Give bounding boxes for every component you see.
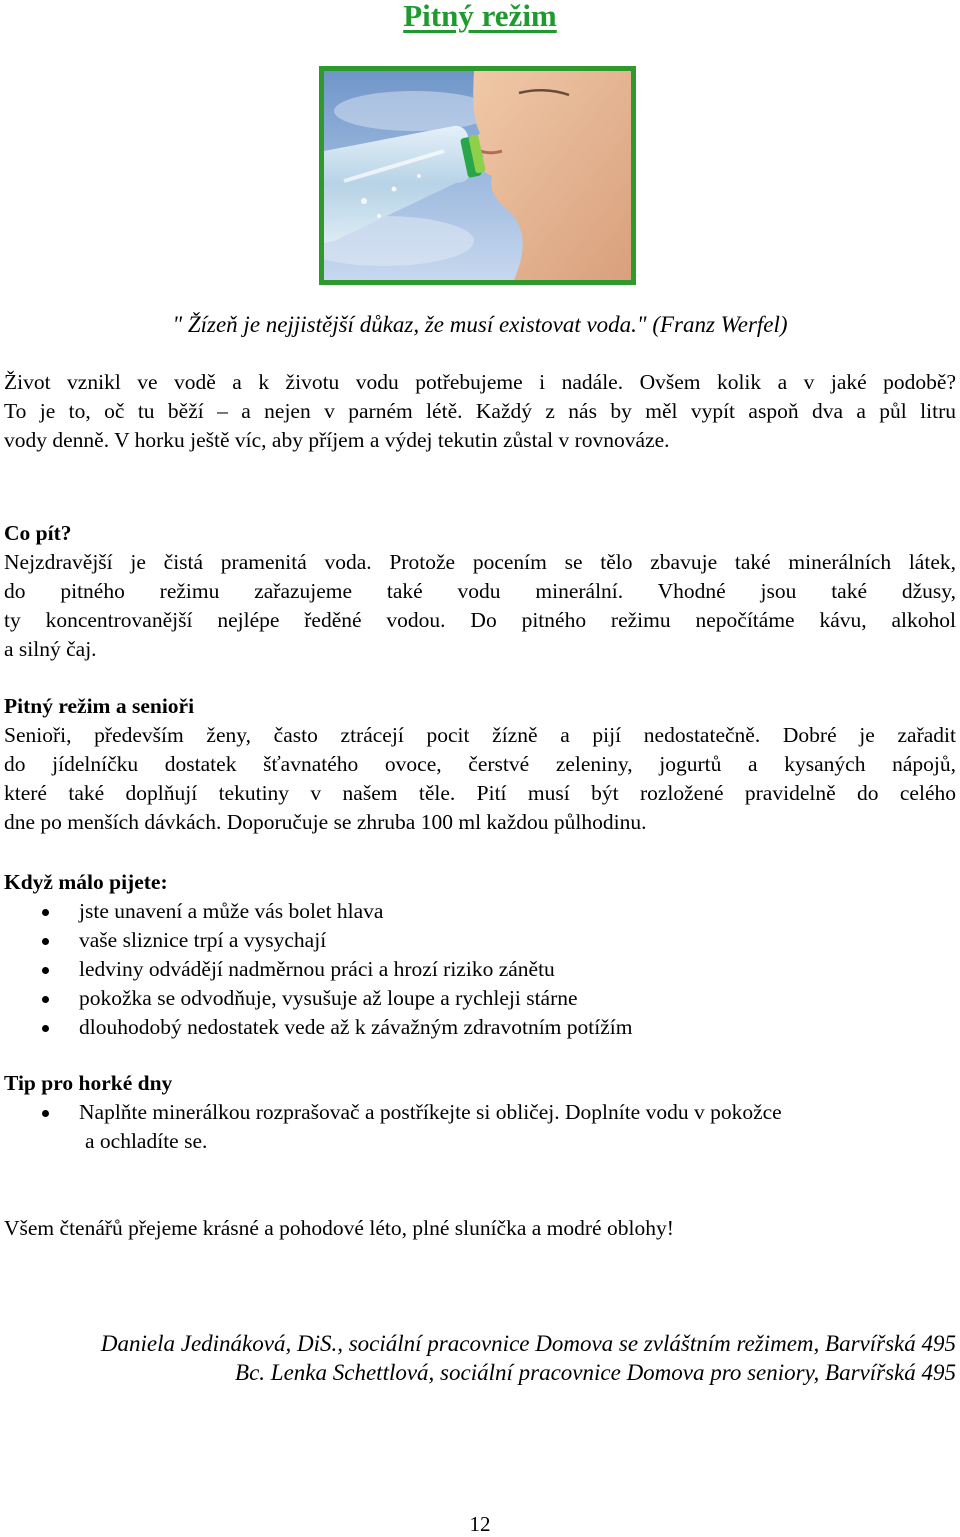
closing-text: Všem čtenářů přejeme krásné a pohodové léto, plné sluníčka a modré oblohy! (4, 1216, 674, 1240)
bullet-icon (42, 1110, 49, 1117)
intro-paragraph (4, 368, 956, 455)
list-item (4, 897, 956, 926)
section-heading: Tip pro horké dny (4, 1071, 173, 1095)
section-heading: Co pít? (4, 521, 72, 545)
section-malo-pijete (4, 868, 956, 1042)
intro-line: To je to, oč tu běží – a nejen v parném létě. Každý z nás by měl vypít aspoň dva a půl litru (4, 399, 956, 423)
list-item-text: vaše sliznice trpí a vysychají (79, 928, 327, 952)
woman-drinking-water-photo (319, 66, 636, 285)
paragraph-line: do jídelníčku dostatek šťavnatého ovoce, čerstvé zeleniny, jogurtů a kysaných nápojů, (4, 752, 956, 776)
section-heading: Pitný režim a senioři (4, 694, 195, 718)
paragraph-line: a silný čaj. (4, 637, 97, 661)
list-item (4, 1098, 956, 1156)
photo-illustration (324, 71, 631, 280)
signature-line: Daniela Jedináková, DiS., sociální pracovnice Domova se zvláštním režimem, Barvířská 495 (100, 1331, 956, 1356)
paragraph-line: Nejzdravější je čistá pramenitá voda. Protože pocením se tělo zbavuje také minerálních látek, (4, 550, 956, 574)
section-seniori (4, 692, 956, 837)
bullet-list (4, 1098, 956, 1156)
list-item-text: pokožka se odvodňuje, vysušuje až loupe a rychleji stárne (79, 986, 578, 1010)
bullet-icon (42, 938, 49, 945)
signatures (101, 1329, 956, 1387)
signature-line: Bc. Lenka Schettlová, sociální pracovnice Domova pro seniory, Barvířská 495 (235, 1360, 956, 1385)
list-item-text: jste unavení a může vás bolet hlava (79, 899, 384, 923)
bullet-icon (42, 996, 49, 1003)
list-item-text: dlouhodobý nedostatek vede až k závažným zdravotním potížím (79, 1015, 633, 1039)
list-item-text: a ochladíte se. (85, 1129, 208, 1153)
paragraph-line: do pitného režimu zařazujeme také vodu minerální. Vhodné jsou také džusy, (4, 579, 956, 603)
section-heading: Když málo pijete: (4, 870, 168, 894)
paragraph-line: dne po menších dávkách. Doporučuje se zhruba 100 ml každou půlhodinu. (4, 810, 647, 834)
bullet-icon (42, 909, 49, 916)
list-item (4, 1013, 956, 1042)
list-item (4, 926, 956, 955)
list-item-text: ledviny odvádějí nadměrnou práci a hrozí riziko zánětu (79, 957, 555, 981)
page-number: 12 (469, 1512, 491, 1536)
bullet-icon (42, 967, 49, 974)
paragraph-line: Senioři, především ženy, často ztrácejí pocit žízně a pijí nedostatečně. Dobré je zařadit (4, 723, 956, 747)
bullet-icon (42, 1025, 49, 1032)
paragraph-line: ty koncentrovanější nejlépe ředěné vodou. Do pitného režimu nepočítáme kávu, alkohol (4, 608, 956, 632)
quote: " Žízeň je nejjistější důkaz, že musí existovat voda." (Franz Werfel) (172, 312, 788, 337)
list-item-text: Naplňte minerálkou rozprašovač a postříkejte si obličej. Doplníte vodu v pokožce (79, 1100, 782, 1124)
intro-line: vody denně. V horku ještě víc, aby příjem a výdej tekutin zůstal v rovnováze. (4, 428, 670, 452)
paragraph-line: které také doplňují tekutiny v našem těle. Pití musí být rozložené pravidelně do celého (4, 781, 956, 805)
bullet-list (4, 897, 956, 1042)
intro-line: Život vznikl ve vodě a k životu vodu potřebujeme i nadále. Ovšem kolik a v jaké podobě? (4, 370, 956, 394)
list-item (4, 984, 956, 1013)
section-tip (4, 1069, 956, 1156)
list-item (4, 955, 956, 984)
page-title: Pitný režim (403, 0, 557, 33)
section-co-pit (4, 519, 956, 664)
